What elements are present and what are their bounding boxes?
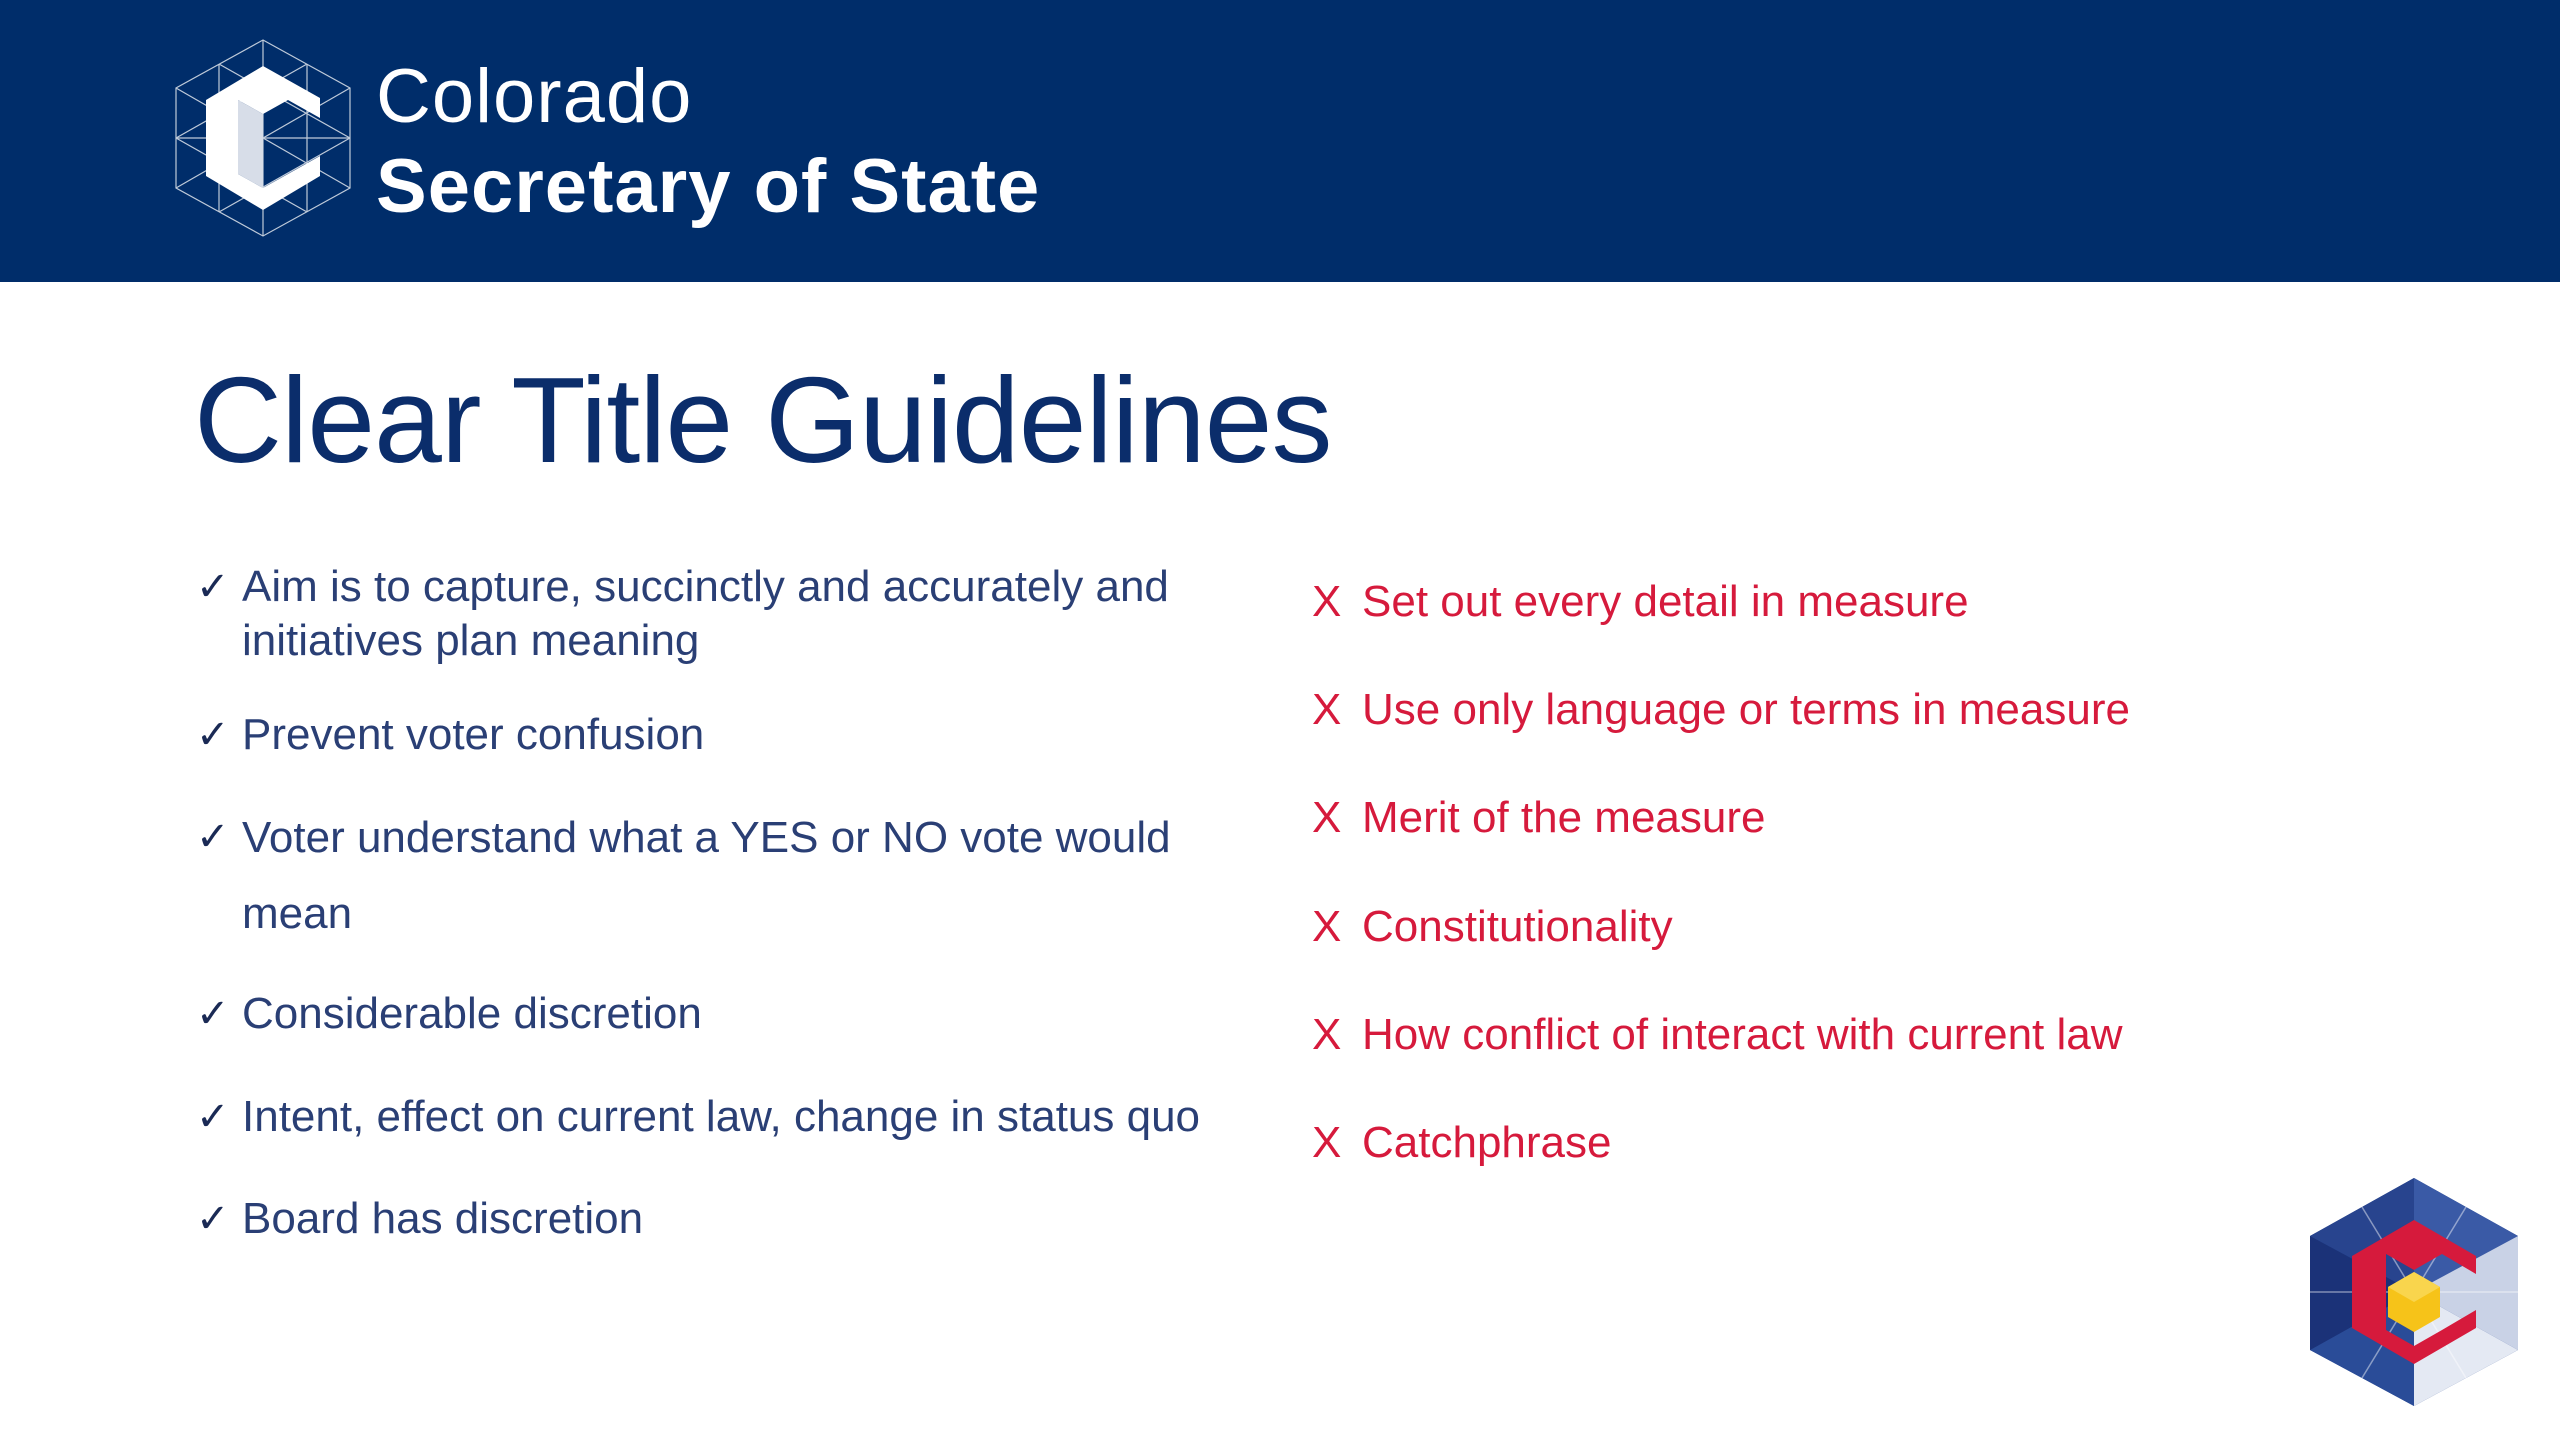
do-item-text: Intent, effect on current law, change in status quo (242, 1092, 1201, 1141)
x-mark-icon: X (1312, 1118, 1342, 1167)
do-list-item (196, 810, 1236, 952)
do-list-item (196, 560, 1236, 668)
colorado-c-cube-icon (168, 36, 358, 241)
do-item-text: Aim is to capture, succinctly and accurately and initiatives plan meaning (242, 562, 1169, 665)
dont-list-item (1312, 791, 2312, 845)
do-item-text: Prevent voter confusion (242, 710, 705, 759)
banner-title (376, 52, 1040, 232)
dont-list-item (1312, 575, 2312, 629)
checkmark-icon: ✓ (196, 1196, 230, 1242)
slide-title: Clear Title Guidelines (194, 352, 1332, 488)
colorado-flag-hexagon-icon (2304, 1174, 2524, 1410)
dont-list-item (1312, 1008, 2312, 1062)
checkmark-icon: ✓ (196, 712, 230, 758)
x-mark-icon: X (1312, 902, 1342, 951)
do-list-item (196, 708, 1236, 762)
dont-item-text: Merit of the measure (1362, 793, 1766, 842)
header-banner (0, 0, 2560, 282)
do-item-text: Considerable discretion (242, 989, 702, 1038)
dont-item-text: Catchphrase (1362, 1118, 1612, 1167)
dont-item-text: Constitutionality (1362, 902, 1673, 951)
do-list-item (196, 1192, 1236, 1246)
checkmark-icon: ✓ (196, 814, 230, 860)
dont-list-item (1312, 683, 2312, 737)
dont-list-item (1312, 900, 2312, 954)
checkmark-icon: ✓ (196, 991, 230, 1037)
banner-office-name: Secretary of State (376, 144, 1041, 229)
x-mark-icon: X (1312, 1010, 1342, 1059)
do-item-text: Voter understand what a YES or NO vote would mean (242, 813, 1171, 938)
do-list-item (196, 987, 1236, 1041)
dont-item-text: Set out every detail in measure (1362, 577, 1969, 626)
dont-item-text: How conflict of interact with current law (1362, 1010, 2123, 1059)
do-list-item (196, 1090, 1236, 1144)
dont-item-text: Use only language or terms in measure (1362, 685, 2130, 734)
x-mark-icon: X (1312, 793, 1342, 842)
do-item-text: Board has discretion (242, 1194, 644, 1243)
x-mark-icon: X (1312, 685, 1342, 734)
x-mark-icon: X (1312, 577, 1342, 626)
dont-list-item (1312, 1116, 2312, 1170)
checkmark-icon: ✓ (196, 1094, 230, 1140)
banner-state-name: Colorado (376, 54, 693, 139)
checkmark-icon: ✓ (196, 564, 230, 610)
